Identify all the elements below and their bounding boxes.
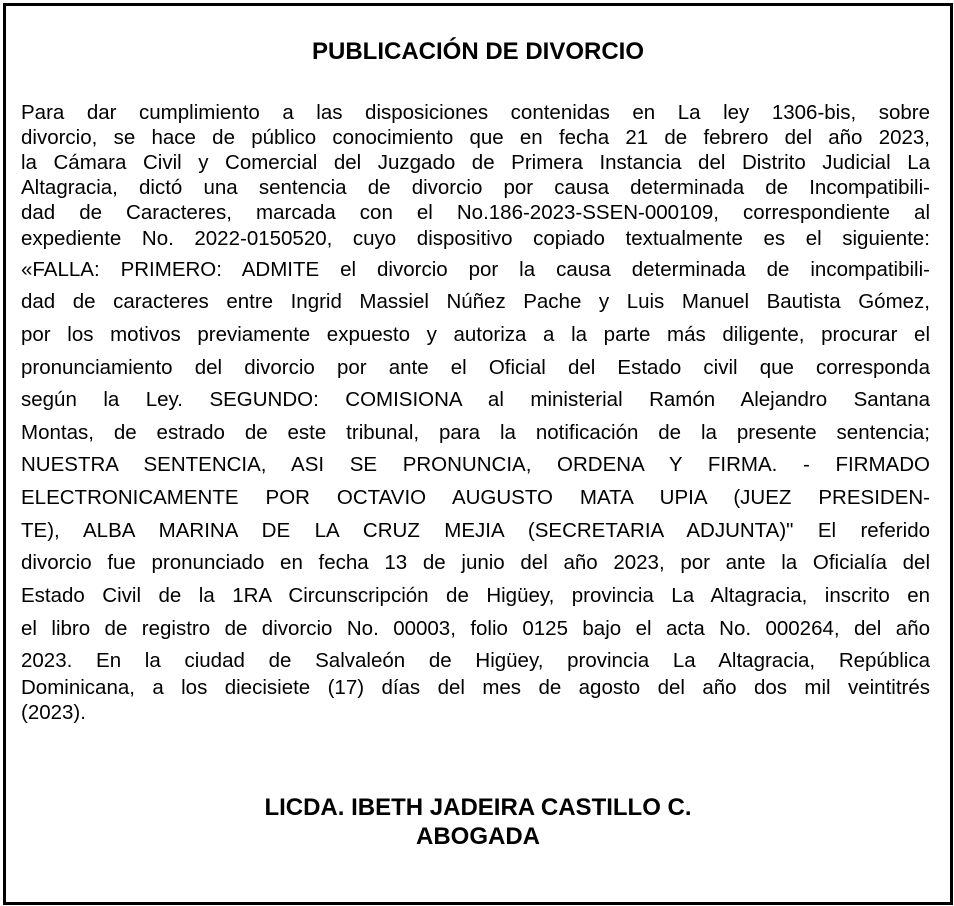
- signature-block: [6, 793, 950, 851]
- body-line: TE), ALBA MARINA DE LA CRUZ MEJIA (SECRETARIA ADJUNTA)" El referido: [21, 519, 930, 542]
- body-line: divorcio, se hace de público conocimiento que en fecha 21 de febrero del año 2023,: [21, 126, 930, 149]
- body-line: (2023).: [21, 701, 86, 724]
- notice-title: PUBLICACIÓN DE DIVORCIO: [311, 38, 644, 65]
- body-line: según la Ley. SEGUNDO: COMISIONA al ministerial Ramón Alejandro Santana: [21, 388, 930, 411]
- body-line: dad de Caracteres, marcada con el No.186-2023-SSEN-000109, correspondiente al: [21, 201, 930, 224]
- notice-body: [21, 100, 930, 725]
- body-line: Estado Civil de la 1RA Circunscripción de Higüey, provincia La Altagracia, inscrito en: [21, 584, 930, 607]
- body-line: NUESTRA SENTENCIA, ASI SE PRONUNCIA, ORDENA Y FIRMA. - FIRMADO: [21, 453, 930, 476]
- body-line: divorcio fue pronunciado en fecha 13 de junio del año 2023, por ante la Oficialía del: [21, 551, 930, 574]
- body-line: dad de caracteres entre Ingrid Massiel Núñez Pache y Luis Manuel Bautista Gómez,: [21, 290, 930, 313]
- body-line: Altagracia, dictó una sentencia de divorcio por causa determinada de Incompatibili-: [21, 176, 930, 199]
- body-line: expediente No. 2022-0150520, cuyo dispositivo copiado textualmente es el siguiente:: [21, 227, 930, 250]
- body-line: 2023. En la ciudad de Salvaleón de Higüey, provincia La Altagracia, República: [21, 649, 930, 672]
- body-line: ELECTRONICAMENTE POR OCTAVIO AUGUSTO MATA UPIA (JUEZ PRESIDEN-: [21, 486, 930, 509]
- notice-frame: [3, 3, 953, 905]
- body-line: Montas, de estrado de este tribunal, para la notificación de la presente sentencia;: [21, 421, 930, 444]
- body-line: Dominicana, a los diecisiete (17) días del mes de agosto del año dos mil veintitrés: [21, 676, 930, 699]
- body-line: la Cámara Civil y Comercial del Juzgado de Primera Instancia del Distrito Judicial La: [21, 151, 930, 174]
- body-line: pronunciamiento del divorcio por ante el Oficial del Estado civil que corresponda: [21, 356, 930, 379]
- body-line: por los motivos previamente expuesto y autoriza a la parte más diligente, procurar el: [21, 323, 930, 346]
- body-line: «FALLA: PRIMERO: ADMITE el divorcio por la causa determinada de incompatibili-: [21, 258, 930, 281]
- signature-role: ABOGADA: [416, 823, 540, 850]
- body-line: Para dar cumplimiento a las disposiciones contenidas en La ley 1306-bis, sobre: [21, 101, 930, 124]
- body-line: el libro de registro de divorcio No. 00003, folio 0125 bajo el acta No. 000264, del año: [21, 617, 930, 640]
- signature-name: LICDA. IBETH JADEIRA CASTILLO C.: [264, 794, 692, 821]
